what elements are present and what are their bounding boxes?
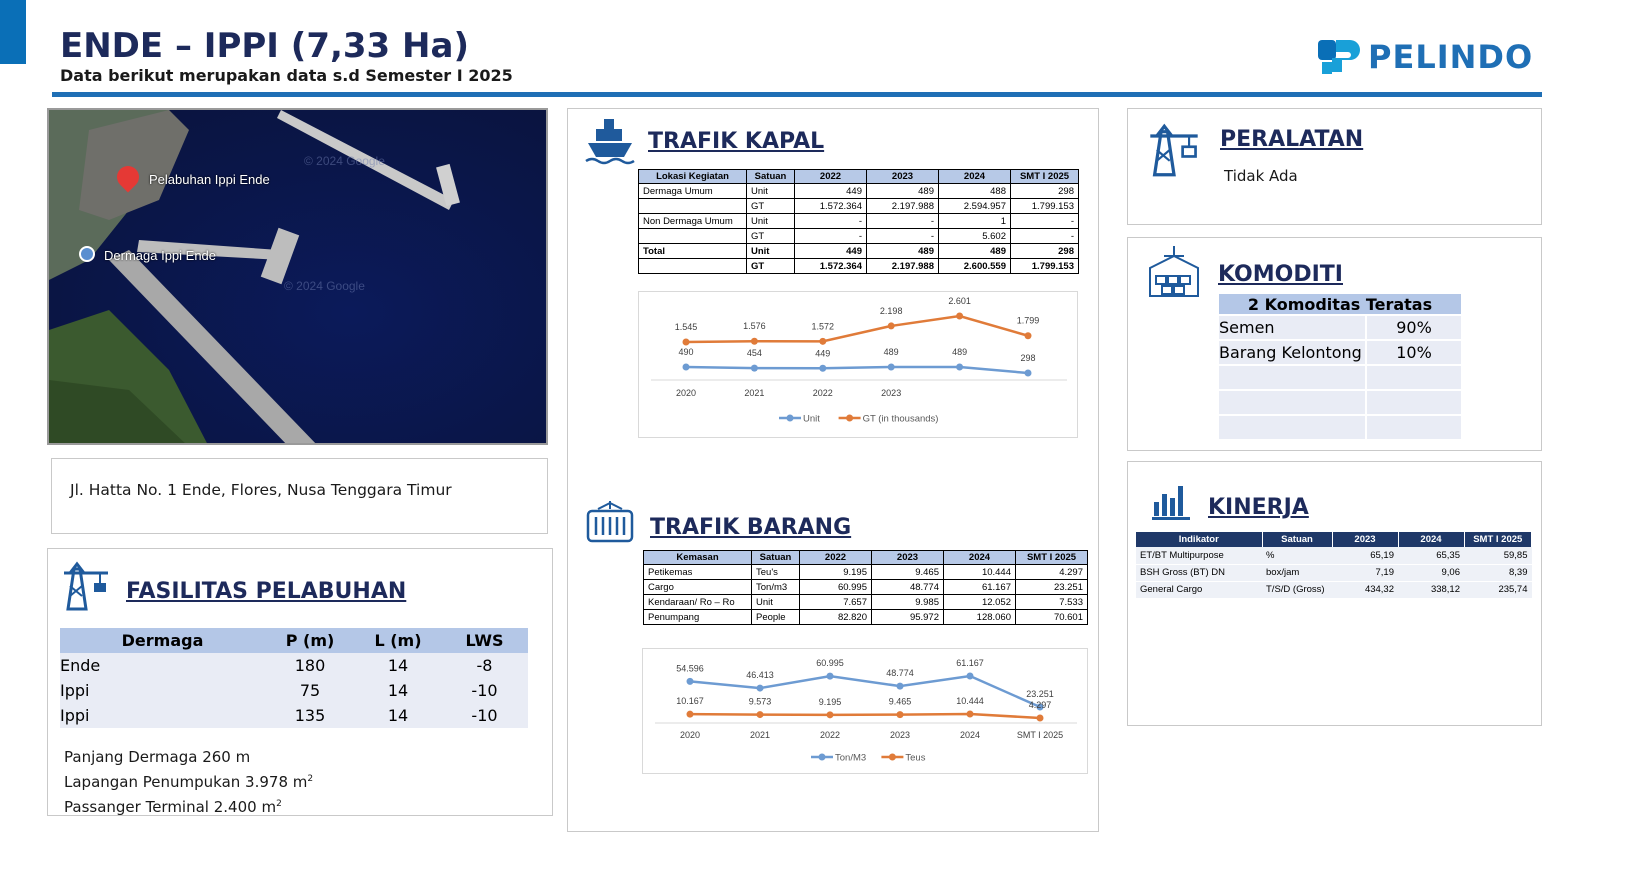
cell: Unit bbox=[752, 595, 800, 610]
data-point bbox=[827, 673, 834, 680]
warehouse-icon bbox=[1146, 244, 1202, 300]
cell: 449 bbox=[795, 184, 867, 199]
data-label: 48.774 bbox=[886, 668, 914, 679]
cell: ET/BT Multipurpose bbox=[1136, 547, 1262, 564]
cell: 65,35 bbox=[1398, 547, 1464, 564]
table-row bbox=[639, 214, 1079, 229]
data-point bbox=[1037, 715, 1044, 722]
cell: 2.594.957 bbox=[939, 199, 1011, 214]
trafik-kapal-table bbox=[638, 169, 1079, 274]
cell: 7,19 bbox=[1332, 564, 1398, 581]
cell: T/S/D (Gross) bbox=[1262, 581, 1332, 598]
cell: Unit bbox=[747, 184, 795, 199]
komoditi-share: 10% bbox=[1366, 340, 1462, 365]
cell: 489 bbox=[939, 244, 1011, 259]
col-2024: 2024 bbox=[1398, 532, 1464, 547]
table-row bbox=[639, 199, 1079, 214]
komoditi-name bbox=[1218, 415, 1366, 440]
table-row bbox=[639, 244, 1079, 259]
komoditi-share bbox=[1366, 415, 1462, 440]
cell: 9.195 bbox=[800, 565, 872, 580]
trafik-barang-title: TRAFIK BARANG bbox=[650, 515, 852, 540]
data-label: 298 bbox=[1020, 353, 1036, 363]
cell: General Cargo bbox=[1136, 581, 1262, 598]
data-point bbox=[819, 365, 826, 372]
legend-marker bbox=[889, 754, 896, 761]
x-tick-label: 2022 bbox=[819, 730, 841, 740]
table-row bbox=[60, 678, 528, 703]
data-point bbox=[888, 364, 895, 371]
x-tick-label: 2020 bbox=[679, 730, 701, 740]
watermark-text-2: © 2024 Google bbox=[284, 279, 365, 293]
col-satuan: Satuan bbox=[752, 551, 800, 565]
cell: 1.799.153 bbox=[1011, 199, 1079, 214]
cell: 9.985 bbox=[872, 595, 944, 610]
col-l: L (m) bbox=[355, 628, 441, 653]
cell: Ende bbox=[60, 653, 265, 678]
data-point bbox=[757, 685, 764, 692]
fasilitas-panel bbox=[47, 548, 553, 816]
cell: Ippi bbox=[60, 678, 265, 703]
watermark-text-1: © 2024 Google bbox=[304, 154, 385, 168]
data-label: 10.167 bbox=[676, 696, 704, 707]
list-item bbox=[1218, 340, 1462, 365]
cell: 7.533 bbox=[1016, 595, 1088, 610]
komoditi-panel bbox=[1127, 237, 1542, 451]
data-label: 1.799 bbox=[1016, 315, 1040, 326]
table-row bbox=[644, 595, 1088, 610]
table-row bbox=[644, 565, 1088, 580]
data-point bbox=[757, 711, 764, 718]
map-label-pelabuhan[interactable]: Pelabuhan Ippi Ende bbox=[149, 172, 270, 187]
col-2023: 2023 bbox=[1332, 532, 1398, 547]
komoditi-title: KOMODITI bbox=[1218, 262, 1343, 287]
note-panjang: Panjang Dermaga 260 m bbox=[64, 748, 251, 766]
legend-marker bbox=[819, 754, 826, 761]
data-label: 9.465 bbox=[888, 696, 912, 707]
x-tick-label: 2021 bbox=[749, 730, 771, 740]
col-2022: 2022 bbox=[800, 551, 872, 565]
komoditi-table bbox=[1217, 292, 1463, 441]
data-point bbox=[683, 339, 690, 346]
cell: 449 bbox=[795, 244, 867, 259]
series-line bbox=[686, 316, 1028, 342]
table-row bbox=[639, 184, 1079, 199]
data-point bbox=[751, 338, 758, 345]
cell: 65,19 bbox=[1332, 547, 1398, 564]
col-dermaga: Dermaga bbox=[60, 628, 265, 653]
cell: 10.444 bbox=[944, 565, 1016, 580]
table-row bbox=[1136, 564, 1532, 581]
col-kemasan: Kemasan bbox=[644, 551, 752, 565]
cell: - bbox=[867, 214, 939, 229]
cell: 9,06 bbox=[1398, 564, 1464, 581]
data-label: 4.297 bbox=[1028, 700, 1052, 710]
cell: -8 bbox=[441, 653, 528, 678]
x-tick-label: 2022 bbox=[812, 388, 833, 398]
cell: -10 bbox=[441, 678, 528, 703]
data-label: 54.596 bbox=[676, 663, 704, 674]
fasilitas-notes bbox=[64, 746, 313, 818]
col-lokasi: Lokasi Kegiatan bbox=[639, 170, 747, 184]
data-label: 1.576 bbox=[743, 321, 766, 332]
cell bbox=[639, 229, 747, 244]
komoditi-name bbox=[1218, 365, 1366, 390]
cell: 82.820 bbox=[800, 610, 872, 625]
cell: Penumpang bbox=[644, 610, 752, 625]
data-point bbox=[687, 711, 694, 718]
data-label: 60.995 bbox=[816, 658, 844, 669]
cell: 298 bbox=[1011, 244, 1079, 259]
cell: 2.197.988 bbox=[867, 199, 939, 214]
header-rule bbox=[52, 92, 1542, 97]
peralatan-title: PERALATAN bbox=[1220, 127, 1364, 152]
container-icon bbox=[584, 499, 636, 545]
data-point bbox=[751, 365, 758, 372]
data-label: 46.413 bbox=[746, 670, 774, 681]
address-box bbox=[51, 458, 548, 534]
col-2024: 2024 bbox=[944, 551, 1016, 565]
legend-marker bbox=[787, 415, 794, 422]
data-label: 490 bbox=[678, 347, 694, 357]
cell: 75 bbox=[265, 678, 355, 703]
page-subtitle: Data berikut merupakan data s.d Semester I 2025 bbox=[60, 66, 513, 85]
komoditi-name bbox=[1218, 390, 1366, 415]
cell: 7.657 bbox=[800, 595, 872, 610]
data-label: 1.545 bbox=[674, 322, 698, 332]
cell: -10 bbox=[441, 703, 528, 728]
cell: GT bbox=[747, 229, 795, 244]
address-text: Jl. Hatta No. 1 Ende, Flores, Nusa Tenggara Timur bbox=[70, 481, 452, 499]
ship-icon bbox=[584, 115, 636, 171]
kapal-chart bbox=[638, 291, 1078, 438]
note-lapangan-text: Lapangan Penumpukan 3.978 m bbox=[64, 773, 308, 791]
kinerja-title: KINERJA bbox=[1208, 495, 1309, 520]
list-item bbox=[1218, 415, 1462, 440]
kapal-chart-svg bbox=[639, 292, 1079, 439]
trafik-kapal-title: TRAFIK KAPAL bbox=[648, 129, 825, 154]
pelindo-wordmark: PELINDO bbox=[1368, 38, 1534, 76]
data-point bbox=[1025, 332, 1032, 339]
cell: % bbox=[1262, 547, 1332, 564]
x-tick-label: 2024 bbox=[959, 730, 981, 740]
komoditi-share bbox=[1366, 390, 1462, 415]
bar-chart-icon bbox=[1152, 484, 1192, 520]
cell: BSH Gross (BT) DN bbox=[1136, 564, 1262, 581]
peralatan-value: Tidak Ada bbox=[1224, 167, 1298, 185]
data-label: 454 bbox=[746, 348, 762, 359]
legend-label: GT (in thousands) bbox=[862, 413, 939, 425]
legend-marker bbox=[846, 415, 853, 422]
cell: 128.060 bbox=[944, 610, 1016, 625]
cell: 489 bbox=[867, 244, 939, 259]
list-item bbox=[1218, 365, 1462, 390]
cell: 2.197.988 bbox=[867, 259, 939, 274]
legend-label: Ton/M3 bbox=[835, 752, 867, 764]
cell: Dermaga Umum bbox=[639, 184, 747, 199]
legend-label: Unit bbox=[803, 413, 820, 425]
barang-chart-svg bbox=[643, 649, 1089, 775]
cell: 70.601 bbox=[1016, 610, 1088, 625]
data-label: 2.198 bbox=[879, 305, 903, 316]
x-tick-label: SMT I 2025 bbox=[1016, 730, 1064, 740]
komoditi-share: 90% bbox=[1366, 315, 1462, 340]
harbor-marker-icon[interactable] bbox=[79, 246, 95, 262]
data-point bbox=[967, 673, 974, 680]
cell bbox=[639, 259, 747, 274]
series-line bbox=[690, 676, 1040, 707]
table-row bbox=[639, 229, 1079, 244]
cell: 135 bbox=[265, 703, 355, 728]
cell: - bbox=[1011, 229, 1079, 244]
fasilitas-title: FASILITAS PELABUHAN bbox=[126, 579, 407, 604]
cell: 1.572.364 bbox=[795, 259, 867, 274]
cell: 298 bbox=[1011, 184, 1079, 199]
table-row bbox=[644, 580, 1088, 595]
page-title: ENDE – IPPI (7,33 Ha) bbox=[60, 26, 469, 66]
cell: - bbox=[1011, 214, 1079, 229]
data-point bbox=[819, 338, 826, 345]
cell: 4.297 bbox=[1016, 565, 1088, 580]
data-label: 9.195 bbox=[818, 696, 842, 707]
kinerja-panel bbox=[1127, 461, 1542, 726]
col-2023: 2023 bbox=[867, 170, 939, 184]
data-point bbox=[897, 711, 904, 718]
cell: Cargo bbox=[644, 580, 752, 595]
data-point bbox=[888, 322, 895, 329]
cell: 1.799.153 bbox=[1011, 259, 1079, 274]
data-label: 23.251 bbox=[1026, 689, 1054, 699]
table-row bbox=[644, 610, 1088, 625]
data-point bbox=[827, 711, 834, 718]
cell: 59,85 bbox=[1464, 547, 1532, 564]
cell: Total bbox=[639, 244, 747, 259]
komoditi-header: 2 Komoditas Teratas bbox=[1218, 293, 1462, 315]
barang-chart bbox=[642, 648, 1088, 774]
cell: 61.167 bbox=[944, 580, 1016, 595]
cell: 14 bbox=[355, 678, 441, 703]
peralatan-panel bbox=[1127, 108, 1542, 225]
cell: 235,74 bbox=[1464, 581, 1532, 598]
table-row bbox=[60, 703, 528, 728]
col-indikator: Indikator bbox=[1136, 532, 1262, 547]
trafik-barang-table bbox=[643, 550, 1088, 625]
komoditi-name: Barang Kelontong bbox=[1218, 340, 1366, 365]
cell: 180 bbox=[265, 653, 355, 678]
cell: box/jam bbox=[1262, 564, 1332, 581]
cell: - bbox=[867, 229, 939, 244]
col-2023: 2023 bbox=[872, 551, 944, 565]
col-lws: LWS bbox=[441, 628, 528, 653]
satellite-image bbox=[49, 110, 548, 445]
data-label: 489 bbox=[883, 347, 899, 358]
series-line bbox=[690, 714, 1040, 718]
cell: People bbox=[752, 610, 800, 625]
cell: 14 bbox=[355, 703, 441, 728]
cell: - bbox=[795, 229, 867, 244]
series-line bbox=[686, 367, 1028, 373]
corner-accent bbox=[0, 0, 26, 64]
col-smt: SMT I 2025 bbox=[1011, 170, 1079, 184]
note-terminal-text: Passanger Terminal 2.400 m bbox=[64, 798, 277, 816]
cell: Non Dermaga Umum bbox=[639, 214, 747, 229]
table-row bbox=[1136, 581, 1532, 598]
data-label: 449 bbox=[815, 348, 831, 359]
crane-icon bbox=[60, 561, 112, 611]
cell: Ippi bbox=[60, 703, 265, 728]
crane-icon bbox=[1146, 123, 1202, 177]
cell: 8,39 bbox=[1464, 564, 1532, 581]
cell: 434,32 bbox=[1332, 581, 1398, 598]
cell: 489 bbox=[867, 184, 939, 199]
table-row bbox=[1136, 547, 1532, 564]
cell: 60.995 bbox=[800, 580, 872, 595]
cell: 5.602 bbox=[939, 229, 1011, 244]
note-lapangan bbox=[64, 768, 313, 793]
x-tick-label: 2020 bbox=[675, 388, 697, 398]
komoditi-share bbox=[1366, 365, 1462, 390]
data-point bbox=[683, 364, 690, 371]
cell: 23.251 bbox=[1016, 580, 1088, 595]
list-item bbox=[1218, 315, 1462, 340]
x-tick-label: 2023 bbox=[889, 730, 911, 740]
data-label: 1.572 bbox=[811, 321, 835, 332]
col-smt: SMT I 2025 bbox=[1016, 551, 1088, 565]
data-label: 9.573 bbox=[748, 696, 772, 707]
superscript: 2 bbox=[307, 774, 314, 784]
cell: 95.972 bbox=[872, 610, 944, 625]
cell: 2.600.559 bbox=[939, 259, 1011, 274]
data-point bbox=[897, 683, 904, 690]
cell: 12.052 bbox=[944, 595, 1016, 610]
data-label: 61.167 bbox=[956, 658, 984, 668]
cell: 488 bbox=[939, 184, 1011, 199]
cell: GT bbox=[747, 199, 795, 214]
pelindo-icon bbox=[1316, 34, 1364, 80]
col-p: P (m) bbox=[265, 628, 355, 653]
data-label: 489 bbox=[952, 347, 968, 358]
col-satuan: Satuan bbox=[1262, 532, 1332, 547]
pelindo-logo bbox=[1316, 34, 1546, 80]
cell: 1.572.364 bbox=[795, 199, 867, 214]
note-terminal bbox=[64, 793, 313, 818]
data-point bbox=[687, 678, 694, 685]
cell: 9.465 bbox=[872, 565, 944, 580]
cell: 48.774 bbox=[872, 580, 944, 595]
cell: - bbox=[795, 214, 867, 229]
data-point bbox=[956, 313, 963, 320]
data-point bbox=[1025, 370, 1032, 377]
cell: Ton/m3 bbox=[752, 580, 800, 595]
port-map bbox=[47, 108, 548, 445]
cell: Petikemas bbox=[644, 565, 752, 580]
legend-label: Teus bbox=[905, 752, 926, 764]
cell: 1 bbox=[939, 214, 1011, 229]
x-tick-label: 2021 bbox=[744, 388, 765, 398]
col-smt: SMT I 2025 bbox=[1464, 532, 1532, 547]
kinerja-table bbox=[1136, 532, 1532, 599]
superscript: 2 bbox=[276, 799, 282, 809]
col-satuan: Satuan bbox=[747, 170, 795, 184]
cell: Kendaraan/ Ro – Ro bbox=[644, 595, 752, 610]
cell: Teu's bbox=[752, 565, 800, 580]
table-row bbox=[60, 653, 528, 678]
map-label-dermaga[interactable]: Dermaga Ippi Ende bbox=[104, 248, 217, 263]
data-point bbox=[967, 711, 974, 718]
col-2024: 2024 bbox=[939, 170, 1011, 184]
data-label: 2.601 bbox=[948, 296, 971, 306]
cell: GT bbox=[747, 259, 795, 274]
cell: Unit bbox=[747, 214, 795, 229]
cell: Unit bbox=[747, 244, 795, 259]
komoditi-name: Semen bbox=[1218, 315, 1366, 340]
trafik-panel bbox=[567, 108, 1099, 832]
x-tick-label: 2023 bbox=[881, 388, 902, 398]
table-row bbox=[639, 259, 1079, 274]
cell bbox=[639, 199, 747, 214]
data-point bbox=[956, 364, 963, 371]
cell: 14 bbox=[355, 653, 441, 678]
cell: 338,12 bbox=[1398, 581, 1464, 598]
col-2022: 2022 bbox=[795, 170, 867, 184]
fasilitas-table bbox=[60, 628, 528, 728]
list-item bbox=[1218, 390, 1462, 415]
data-label: 10.444 bbox=[956, 696, 984, 706]
